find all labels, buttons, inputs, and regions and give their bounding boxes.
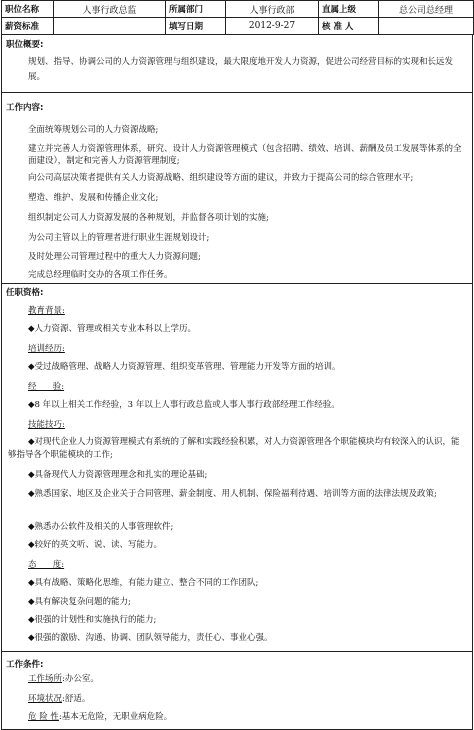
skills-item-3: ◆熟悉国家、地区及企业关于合同管理、薪金制度、用人机制、保险福利待遇、培训等方面的法律法规及政策;: [28, 489, 437, 499]
work-item-8: 完成总经理临时交办的各项工作任务。: [28, 270, 173, 280]
work-title: 工作内容:: [6, 103, 44, 113]
env-label: 环境状况: [28, 694, 63, 704]
work-item-1: 全面统筹规划公司的人力资源战略;: [28, 125, 159, 135]
work-item-7: 及时处理公司管理过程中的重大人力资源问题;: [28, 252, 201, 262]
conditions-section: [1, 652, 473, 730]
work-item-2: 建立并完善人力资源管理体系，研究、设计人力资源管理模式（包含招聘、绩效、培训、薪酬及员工发展等体系的全面建设），制定和完善人力资源管理制度;: [28, 144, 462, 166]
risk-value: :基本无危险，无职业病危险。: [58, 712, 173, 722]
superior-label: 直属上级: [319, 1, 379, 18]
training-item: ◆受过战略管理、战略人力资源管理、组织变革管理、管理能力开发等方面的培训。: [28, 362, 341, 372]
skills-item-1: ◆对现代企业人力资源管理模式有系统的了解和实践经验积累，对人力资源管理各个职能模块均有较深入的认识，能够指导各个职能模块的工作;: [8, 437, 460, 460]
approver-value: [379, 18, 474, 35]
dept-value: 人事行政部: [226, 1, 319, 18]
attitude-label: 态 度:: [28, 560, 65, 570]
risk-label: 危 险 性: [28, 712, 59, 722]
experience-item: ◆8 年以上相关工作经验，3 年以上人事行政总监或人事人事行政部经理工作经验。: [28, 400, 340, 410]
date-label: 填写日期: [166, 18, 226, 35]
qualification-section: [1, 284, 473, 652]
place-row: [28, 674, 462, 685]
skills-label: 技能技巧:: [28, 420, 65, 430]
work-section: [1, 93, 473, 284]
salary-label: 薪资标准: [2, 18, 54, 35]
skills-item-2: ◆具备现代人力资源管理理念和扎实的理论基础;: [28, 470, 208, 480]
superior-value: 总公司总经理: [379, 1, 474, 18]
overview-text: 规划、指导、协调公司的人力资源管理与组织建设，最大限度地开发人力资源，促进公司经营目标的实现和长远发展。: [28, 57, 454, 82]
training-label: 培训经历:: [28, 344, 65, 354]
work-item-5: 组织制定公司人力资源发展的各种规划，并监督各项计划的实施;: [28, 213, 269, 223]
skills-item-4: ◆熟悉办公软件及相关的人事管理软件;: [28, 522, 174, 532]
approver-label: 核 准 人: [319, 18, 379, 35]
work-item-4: 塑造、维护、发展和传播企业文化;: [28, 193, 159, 203]
attitude-item-4: ◆很强的激励、沟通、协调、团队领导能力，责任心、事业心强。: [28, 633, 273, 643]
overview-title: 职位概要:: [6, 40, 44, 50]
attitude-item-3: ◆很强的计划性和实施执行的能力;: [28, 615, 157, 625]
attitude-item-1: ◆具有战略、策略化思维，有能力建立、整合不同的工作团队;: [28, 578, 259, 588]
dept-label: 所属部门: [166, 1, 226, 18]
header-row-2: [2, 18, 474, 35]
salary-value: [54, 18, 166, 35]
env-value: :舒适。: [62, 694, 91, 704]
position-value: 人事行政总监: [54, 1, 166, 18]
env-row: [28, 694, 462, 705]
skills-item-5: ◆较好的英文听、说、读、写能力。: [28, 540, 163, 550]
education-label: 教育背景:: [28, 306, 65, 316]
attitude-item-2: ◆具有解决复杂问题的能力;: [28, 597, 131, 607]
risk-row: [28, 712, 462, 723]
education-item: ◆人力资源、管理或相关专业本科以上学历。: [28, 324, 197, 334]
header-table: [1, 0, 474, 35]
experience-label: 经 验:: [28, 382, 65, 392]
work-item-6: 为公司主管以上的管理者进行职业生涯规划设计;: [28, 233, 210, 243]
work-item-3: 向公司高层决策者提供有关人力资源战略、组织建设等方面的建议，并致力于提高公司的综合管理水平;: [28, 173, 414, 183]
position-label: 职位名称: [2, 1, 54, 18]
conditions-title: 工作条件:: [6, 660, 44, 670]
date-value: 2012-9-27: [226, 18, 319, 35]
place-label: 工作场所: [28, 674, 63, 684]
overview-section: [1, 35, 473, 93]
qualification-title: 任职资格:: [6, 288, 44, 298]
header-row-1: [2, 1, 474, 18]
place-value: :办公室。: [62, 674, 99, 684]
